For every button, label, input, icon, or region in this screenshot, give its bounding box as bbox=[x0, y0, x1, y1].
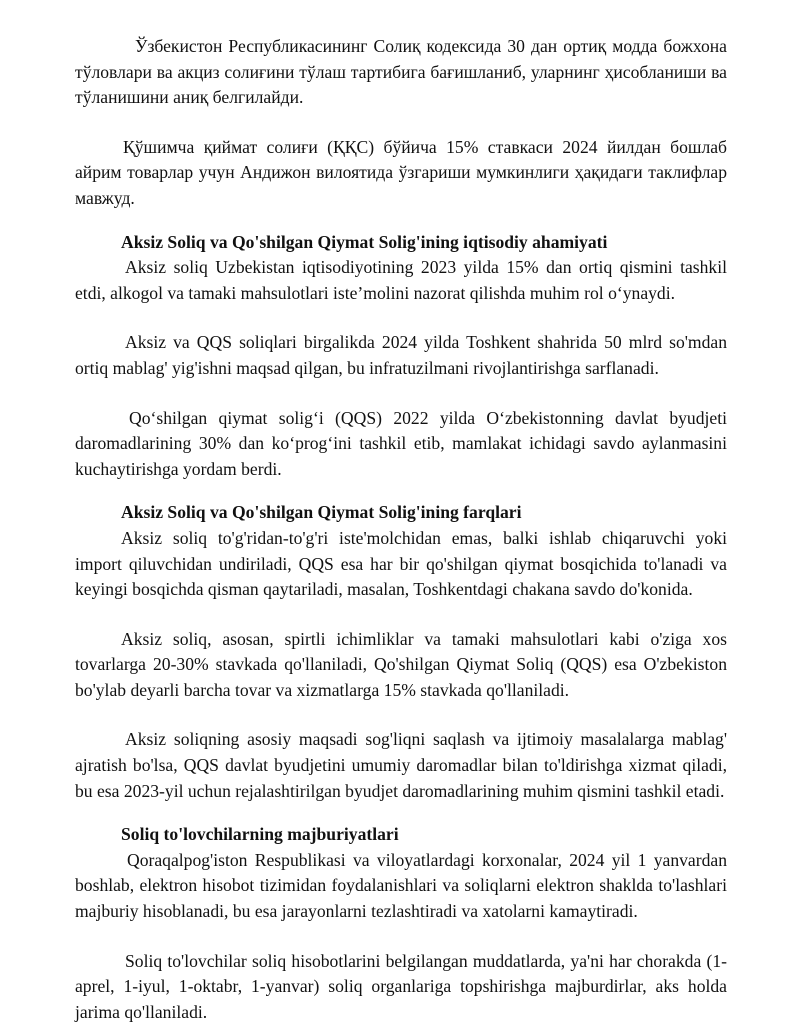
paragraph-electronic-reporting: Qoraqalpog'iston Respublikasi va viloyatlardagi korxonalar, 2024 yil 1 yanvardan boshlab, elektron hisobot tizimidan foydalanishlari va soliqlarni elektron shaklda to'lashlari majburiy hisoblanadi, bu esa jarayonlarni tezlashtiradi va xatolarni kamaytiradi. bbox=[75, 849, 727, 922]
section-heading-differences: Aksiz Soliq va Qo'shilgan Qiymat Solig'ining farqlari bbox=[121, 502, 522, 523]
document-page bbox=[75, 34, 727, 1025]
paragraph-tashkent-collection: Aksiz va QQS soliqlari birgalikda 2024 yilda Toshkent shahrida 50 mlrd so'mdan ortiq mablag' yig'ishni maqsad qilgan, bu infratuzilmani rivojlantirishga sarflanadi. bbox=[75, 332, 727, 378]
paragraph-excise-share: Aksiz soliq Uzbekistan iqtisodiyotining 2023 yilda 15% dan ortiq qismini tashkil etdi, alkogol va tamaki mahsulotlari iste’molini nazorat qilishda muhim rol o‘ynaydi. bbox=[75, 257, 727, 303]
paragraph-excise-rates: Aksiz soliq, asosan, spirtli ichimliklar va tamaki mahsulotlari kabi o'ziga xos tovarlarga 20-30% stavkada qo'llaniladi, Qo'shilgan Qiymat Soliq (QQS) esa O'zbekiston bo'ylab deyarli barcha tovar va xizmatlarga 15% stavkada qo'llaniladi. bbox=[75, 628, 727, 700]
section-heading-economic-importance: Aksiz Soliq va Qo'shilgan Qiymat Solig'ining iqtisodiy ahamiyati bbox=[121, 231, 608, 252]
paragraph-customs-code: Ўзбекистон Республикасининг Солиқ кодексида 30 дан ортиқ модда божхона тўловлари ва акциз солиғини тўлаш тартибига бағишланиб, уларнинг ҳисобланиши ва тўланишини аниқ белгилайди. bbox=[75, 36, 727, 108]
paragraph-reporting-deadlines: Soliq to'lovchilar soliq hisobotlarini belgilangan muddatlarda, ya'ni har chorakda (1-aprel, 1-iyul, 1-oktabr, 1-yanvar) soliq organlariga topshirishga majburdirlar, aks holda jarima qo'llaniladi. bbox=[75, 950, 727, 1022]
paragraph-vat-rate: Қўшимча қиймат солиғи (ҚҚС) бўйича 15% ставкаси 2024 йилдан бошлаб айрим товарлар учун Андижон вилоятида ўзгариши мумкинлиги ҳақидаги таклифлар мавжуд. bbox=[75, 136, 727, 208]
paragraph-vat-budget-share: Qo‘shilgan qiymat solig‘i (QQS) 2022 yilda O‘zbekistonning davlat byudjeti daromadlarining 30% dan ko‘prog‘ini tashkil etib, mamlakat ichidagi savdo aylanmasini kuchaytirishga yordam berdi. bbox=[75, 407, 727, 479]
paragraph-excise-purpose: Aksiz soliqning asosiy maqsadi sog'liqni saqlash va ijtimoiy masalalarga mablag' ajratish bo'lsa, QQS davlat byudjetini umumiy daromadlar bilan to'ldirishga xizmat qiladi, bu esa 2023-yil uchun rejalashtirilgan byudjet daromadlarining muhim qismini tashkil etadi. bbox=[75, 729, 727, 801]
section-heading-taxpayer-obligations: Soliq to'lovchilarning majburiyatlari bbox=[121, 824, 399, 845]
paragraph-excise-vs-vat-collection: Aksiz soliq to'g'ridan-to'g'ri iste'molchidan emas, balki ishlab chiqaruvchi yoki import qiluvchidan undiriladi, QQS esa har bir qo'shilgan qiymat bosqichida to'lanadi va keyingi bosqichda qisman qaytariladi, masalan, Toshkentdagi chakana savdo do'konida. bbox=[75, 527, 727, 600]
